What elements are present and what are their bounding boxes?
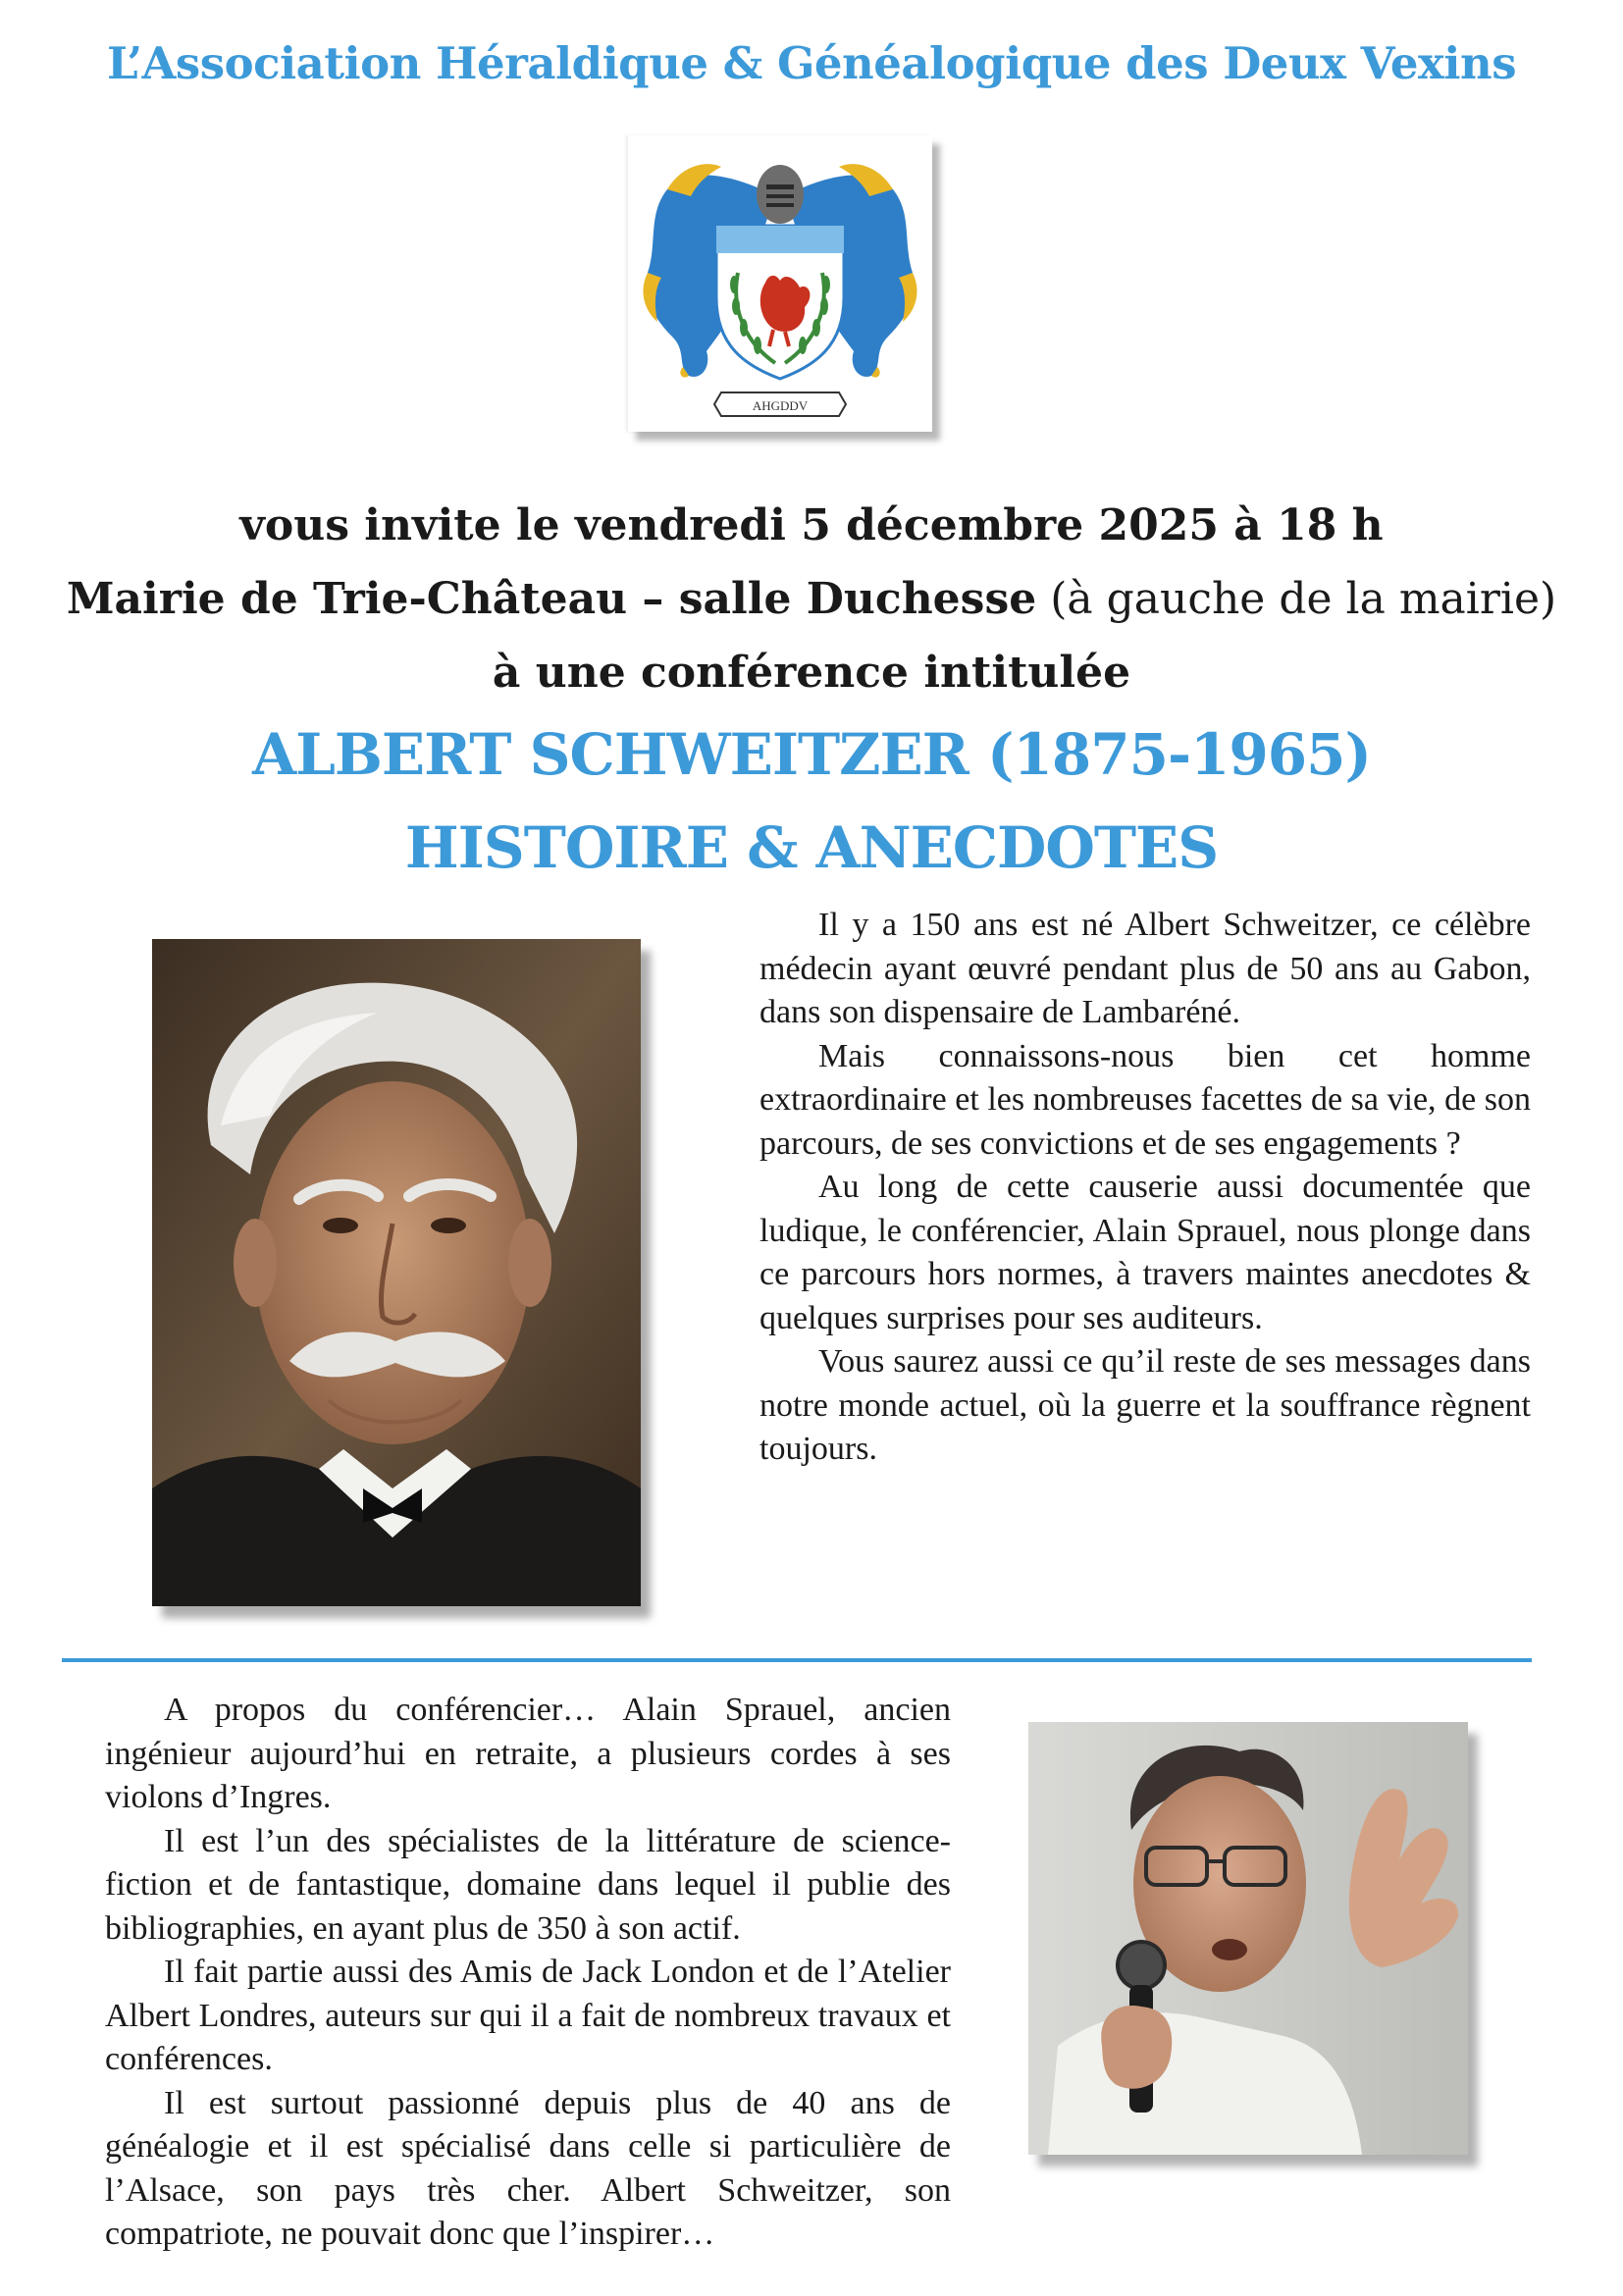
bio-paragraph: Il fait partie aussi des Amis de Jack London et de l’Atelier Albert Londres, auteurs sur qui il a fait de nombreux travaux et conférences. [105, 1954, 951, 2077]
intro-paragraph: Il y a 150 ans est né Albert Schweitzer, ce célèbre médecin ayant œuvré pendant plus de 50 ans au Gabon, dans son dispensaire de Lambaréné. [759, 907, 1531, 1030]
talk-subtitle: HISTOIRE & ANECDOTES [404, 814, 1219, 881]
speaker-bio [105, 1689, 951, 2257]
crest-motto: AHGDDV [752, 398, 809, 413]
bio-paragraph: A propos du conférencier… Alain Sprauel, ancien ingénieur aujourd’hui en retraite, a plusieurs cordes à ses violons d’Ingres. [105, 1692, 951, 1815]
invitation-date: vous invite le vendredi 5 décembre 2025 à 18 h [239, 500, 1384, 550]
heraldic-crest-image [628, 135, 932, 432]
invitation-location [0, 574, 1623, 624]
talk-description [759, 904, 1531, 1472]
bio-paragraph: Il est surtout passionné depuis plus de 40 ans de généalogie et il est spécialisé dans celle si particulière de l’Alsace, son pays très cher. Albert Schweitzer, son compatriote, ne pouvait donc que l’inspirer… [105, 2084, 951, 2252]
intro-paragraph: Mais connaissons-nous bien cet homme extraordinaire et les nombreuses facettes de sa vie, de son parcours, de ses convictions et de ses engagements ? [759, 1037, 1531, 1162]
location-name: Mairie de Trie-Château – salle Duchesse [66, 574, 1037, 624]
invitation-intro: à une conférence intitulée [492, 648, 1131, 698]
location-detail: (à gauche de la mairie) [1036, 574, 1557, 624]
bio-paragraph: Il est l’un des spécialistes de la littérature de science-fiction et de fantastique, domaine dans lequel il publie des bibliographies, en ayant plus de 350 à son actif. [105, 1822, 951, 1947]
intro-paragraph: Vous saurez aussi ce qu’il reste de ses messages dans notre monde actuel, où la guerre et la souffrance règnent toujours. [759, 1343, 1531, 1467]
organization-title: L’Association Héraldique & Généalogique des Deux Vexins [106, 37, 1517, 89]
talk-title: ALBERT SCHWEITZER (1875-1965) [252, 721, 1371, 788]
section-divider [62, 1658, 1532, 1662]
speaker-photo [1028, 1722, 1468, 2155]
schweitzer-portrait-photo [152, 939, 641, 1606]
intro-paragraph: Au long de cette causerie aussi documentée que ludique, le conférencier, Alain Sprauel, nous plonge dans ce parcours hors normes, à travers maintes anecdotes & quelques surprises pour ses auditeurs. [759, 1169, 1531, 1336]
